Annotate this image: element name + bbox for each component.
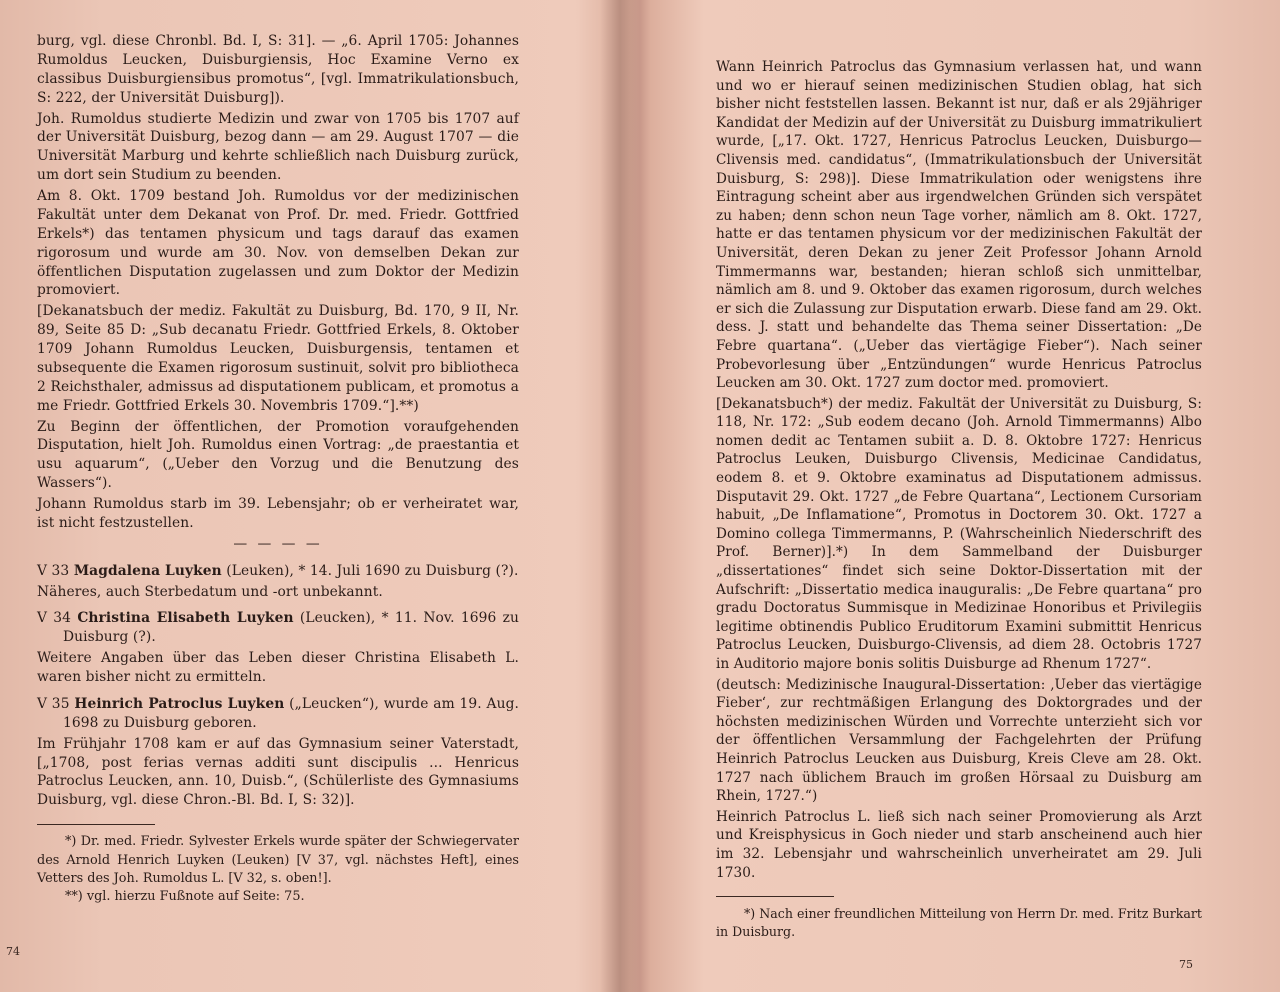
entry-text: (Leuken), * 14. Juli 1690 zu Duisburg (?).	[226, 562, 519, 579]
entry-name: Magdalena Luyken	[73, 562, 222, 579]
entry-detail: Weitere Angaben über das Leben dieser Christina Elisabeth L. waren bisher nicht zu ermitteln.	[37, 650, 519, 685]
right-page	[640, 0, 1280, 992]
page-number: 75	[1179, 958, 1193, 971]
right-text-column	[716, 58, 1202, 941]
paragraph: Heinrich Patroclus L. ließ sich nach seiner Promovierung als Arzt und Kreisphysicus in Goch nieder und starb anscheinend auch hier im 32. Lebensjahr und wahrscheinlich unverheiratet am 29. Juli 1730.	[716, 808, 1202, 881]
left-page	[0, 0, 610, 992]
entry-name: Heinrich Patroclus Luyken	[74, 695, 285, 712]
footnote-rule	[37, 824, 155, 825]
paragraph: burg, vgl. diese Chronbl. Bd. I, S: 31]. — „6. April 1705: Johannes Rumoldus Leucken, Duisburgiensis, Hoc Examine Verno ex classibus Duisburgiensibus promotus“, [vgl. Immatrikulationsbuch, S: 222, der Universität Duisburg]).	[37, 33, 519, 106]
entry-v34	[37, 609, 519, 647]
footnote: **) vgl. hierzu Fußnote auf Seite: 75.	[65, 889, 305, 905]
paragraph: [Dekanatsbuch*) der mediz. Fakultät der Universität zu Duisburg, S: 118, Nr. 172: „Sub eodem decano (Joh. Arnold Timmermanns) Albo nomen dedit ac Tentamen subiit a. D. 8. Oktobre 1727: Henricus Patroclus Leuken, Duisburgo Clivensis, Medicinae Candidatus, eodem 8. et 9. Oktobre examinatus ad Disputationem admissus. Disputavit 29. Okt. 1727 „de Febre Quartana“, Lectionem Cursoriam habuit, „De Inflamatione“, Promotus in Doctorem 30. Okt. 1727 a Domino collega Timmermanns, P. (Wahrscheinlich Niederschrift des Prof. Berner)].*) In dem Sammelband der Duisburger „dissertationes“ findet sich seine Doktor-Dissertation mit der Aufschrift: „Dissertatio medica inauguralis: „De Febre quartana“ pro gradu Doctoratus Summisque in Medizinae Honoribus et Privilegiis legitime obtinendis Publico Eruditorum Examini submittit Henricus Patroclus Leucken, Duisburgo-Clivensis, ad diem 28. Octobris 1727 in Auditorio majore bonis solitis Duisburge ad Rhenum 1727“.	[716, 395, 1202, 672]
footnote: *) Nach einer freundlichen Mitteilung von Herrn Dr. med. Fritz Burkart in Duisburg.	[716, 906, 1202, 940]
section-separator: — — — —	[233, 535, 323, 552]
footnotes	[716, 896, 1202, 941]
entry-text: („Leucken“), wurde am 19. Aug. 1698 zu Duisburg geboren.	[63, 695, 519, 731]
entry-code: V 33	[37, 562, 70, 579]
footnotes	[37, 824, 519, 907]
entry-v33	[37, 562, 519, 581]
entry-code: V 34	[37, 610, 72, 627]
entry-text: (Leucken), * 11. Nov. 1696 zu Duisburg (?).	[63, 610, 519, 646]
entry-code: V 35	[37, 695, 70, 712]
footnote: *) Dr. med. Friedr. Sylvester Erkels wurde später der Schwiegervater des Arnold Henrich Luyken (Leuken) [V 37, vgl. nächstes Heft], eines Vetters des Joh. Rumoldus L. [V 32, s. oben!].	[37, 834, 519, 886]
entry-v35	[37, 695, 519, 733]
page-number: 74	[6, 945, 20, 958]
footnote-rule	[716, 896, 834, 897]
paragraph: Johann Rumoldus starb im 39. Lebensjahr; ob er verheiratet war, ist nicht festzustellen.	[37, 496, 519, 531]
left-text-column	[37, 32, 519, 907]
paragraph: Wann Heinrich Patroclus das Gymnasium verlassen hat, und wann und wo er hierauf seinen medizinischen Studien oblag, hat sich bisher nicht feststellen lassen. Bekannt ist nur, daß er als 29jähriger Kandidat der Medizin auf der Universität zu Duisburg immatrikuliert wurde, [„17. Okt. 1727, Henricus Patroclus Leucken, Duisburgo—Clivensis med. candidatus“, (Immatrikulationsbuch der Universität Duisburg, S: 298)]. Diese Immatrikulation oder wenigstens ihre Eintragung scheint aber aus irgendwelchen Gründen sich verspätet zu haben; denn schon neun Tage vorher, nämlich am 8. Okt. 1727, hatte er das tentamen physicum vor der medizinischen Fakultät der Universität, deren Dekan zu jener Zeit Professor Johann Arnold Timmermanns war, bestanden; hieran schloß sich unmittelbar, nämlich am 8. und 9. Oktober das examen rigorosum, durch welches er sich die Zulassung zur Disputation erwarb. Diese fand am 29. Okt. dess. J. statt und behandelte das Thema seiner Dissertation: „De Febre quartana“. („Ueber das viertägige Fieber“). Nach seiner Probevorlesung über „Entzündungen“ wurde Henricus Patroclus Leucken am 30. Okt. 1727 zum doctor med. promoviert.	[716, 59, 1202, 392]
paragraph: [Dekanatsbuch der mediz. Fakultät zu Duisburg, Bd. 170, 9 II, Nr. 89, Seite 85 D: „Sub decanatu Friedr. Gottfried Erkels, 8. Oktober 1709 Johann Rumoldus Leucken, Duisburgensis, tentamen et subsequente die Examen rigorosum sustinuit, solvit pro bibliotheca 2 Reichsthaler, admissus ad disputationem publicam, et promotus a me Friedr. Gottfried Erkels 30. Novembris 1709.“].**)	[37, 303, 519, 414]
paragraph: Am 8. Okt. 1709 bestand Joh. Rumoldus vor der medizinischen Fakultät unter dem Dekanat von Prof. Dr. med. Friedr. Gottfried Erkels*) das tentamen physicum und tags darauf das examen rigorosum und wurde am 30. Nov. von demselben Dekan zur öffentlichen Disputation zugelassen und zum Doktor der Medizin promoviert.	[37, 188, 519, 299]
paragraph: (deutsch: Medizinische Inaugural-Dissertation: ‚Ueber das viertägige Fieber‘, zur rechtmäßigen Erlangung des Doktorgrades und der höchsten medizinischen Würden und Vorrechte unterzieht sich vor der öffentlichen Versammlung der Fachgelehrten der Prüfung Heinrich Patroclus Leucken aus Duisburg, Kreis Cleve am 28. Okt. 1727 nach üblichem Brauch im großen Hörsaal zu Duisburg am Rhein, 1727.“)	[716, 676, 1202, 805]
entry-detail: Näheres, auch Sterbedatum und -ort unbekannt.	[37, 583, 383, 600]
entry-name: Christina Elisabeth Luyken	[77, 610, 294, 627]
paragraph: Joh. Rumoldus studierte Medizin und zwar von 1705 bis 1707 auf der Universität Duisburg, bezog dann — am 29. August 1707 — die Universität Marburg und kehrte schließlich nach Duisburg zurück, um dort sein Studium zu beenden.	[37, 110, 519, 184]
paragraph: Zu Beginn der öffentlichen, der Promotion voraufgehenden Disputation, hielt Joh. Rumoldus einen Vortrag: „de praestantia et usu aquarum“, („Ueber den Vorzug und die Benutzung des Wassers“).	[37, 418, 519, 492]
entry-detail: Im Frühjahr 1708 kam er auf das Gymnasium seiner Vaterstadt, [„1708, post ferias vernas additi sunt discipulis ... Henricus Patroclus Leucken, ann. 10, Duisb.“, (Schülerliste des Gymnasiums Duisburg, vgl. diese Chron.-Bl. Bd. I, S: 32)].	[37, 735, 519, 809]
